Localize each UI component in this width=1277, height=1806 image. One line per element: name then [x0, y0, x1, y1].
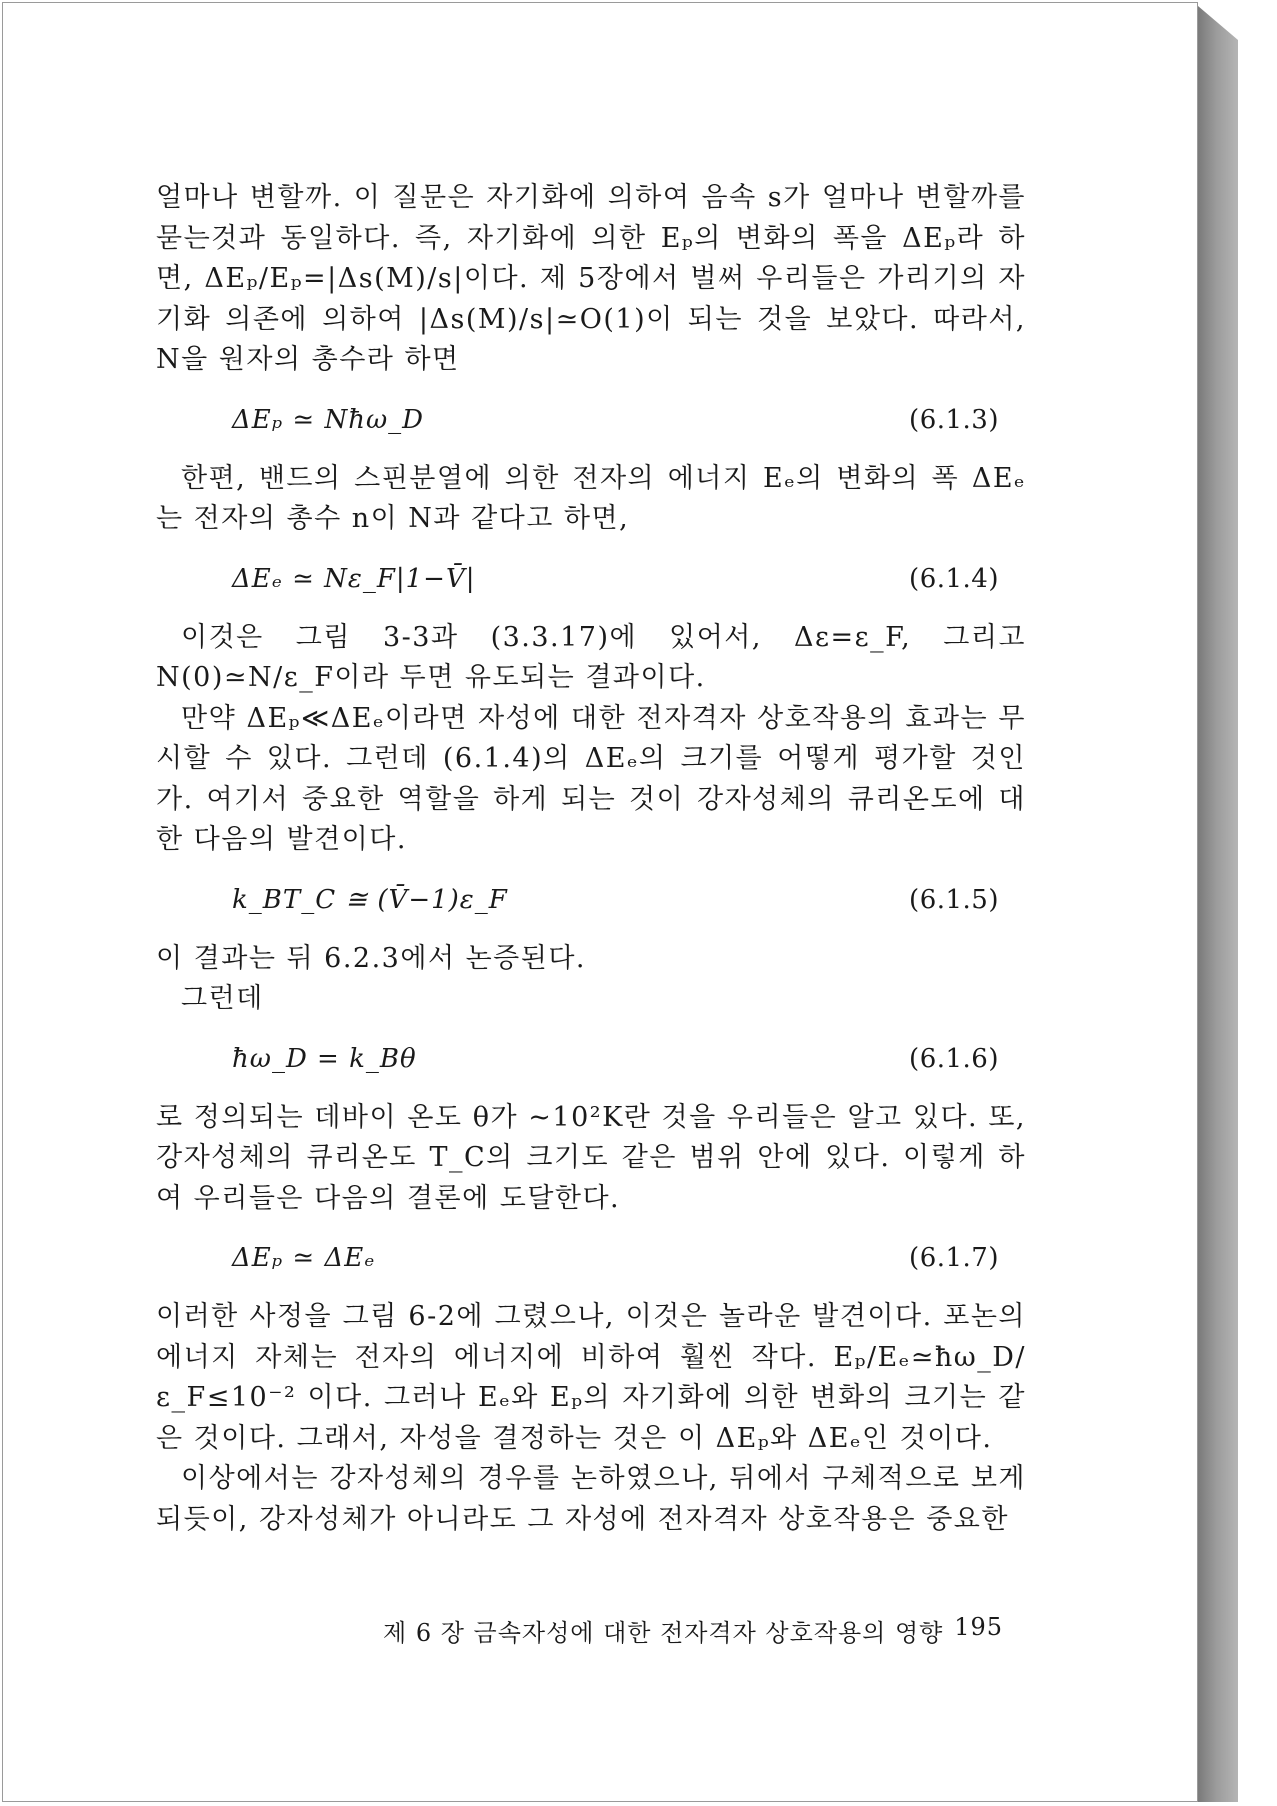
equation-formula: ΔEₚ ≃ ΔEₑ	[232, 1243, 376, 1273]
running-footer	[383, 1613, 1003, 1648]
paragraph: 얼마나 변할까. 이 질문은 자기화에 의하여 음속 s가 얼마나 변할까를 묻는것과 동일하다. 즉, 자기화에 의한 Eₚ의 변화의 폭을 ΔEₚ라 하면, ΔEₚ/Eₚ=|Δs(M)/s|이다. 제 5장에서 벌써 우리들은 가리기의 자기화 의존에 의하여 |Δs(M)/s|≃O(1)이 되는 것을 보았다. 따라서, N을 원자의 총수라 하면	[156, 182, 1026, 375]
equation-number: (6.1.6)	[909, 1043, 999, 1074]
chapter-title: 제 6 장 금속자성에 대한 전자격자 상호작용의 영향	[383, 1619, 944, 1647]
equation-number: (6.1.3)	[909, 404, 999, 435]
page-number: 195	[954, 1613, 1003, 1641]
paragraph: 로 정의되는 데바이 온도 θ가 ~10²K란 것을 우리들은 알고 있다. 또, 강자성체의 큐리온도 T_C의 크기도 같은 범위 안에 있다. 이렇게 하여 우리들은 다음의 결론에 도달한다.	[156, 1101, 1026, 1214]
paragraph: 이것은 그림 3-3과 (3.3.17)에 있어서, Δε=ε_F, 그리고 N(0)≃N/ε_F이라 두면 유도되는 결과이다.	[156, 621, 1026, 693]
paragraph: 만약 ΔEₚ≪ΔEₑ이라면 자성에 대한 전자격자 상호작용의 효과는 무시할 수 있다. 그런데 (6.1.4)의 ΔEₑ의 크기를 어떻게 평가할 것인가. 여기서 중요한 역할을 하게 되는 것이 강자성체의 큐리온도에 대한 다음의 발견이다.	[156, 702, 1026, 855]
page-edge-shadow	[1198, 6, 1238, 1802]
paragraph: 그런데	[181, 983, 264, 1014]
paragraph: 한편, 밴드의 스핀분열에 의한 전자의 에너지 Eₑ의 변화의 폭 ΔEₑ는 전자의 총수 n이 N과 같다고 하면,	[156, 462, 1026, 534]
equation-formula: ΔEₑ ≃ Nε_F|1−V̄|	[232, 563, 476, 594]
equation-6-1-3	[156, 400, 1026, 440]
equation-number: (6.1.5)	[909, 884, 999, 915]
equation-6-1-6	[156, 1039, 1026, 1079]
book-page	[2, 2, 1198, 1802]
equation-number: (6.1.7)	[909, 1243, 999, 1273]
paragraph: 이상에서는 강자성체의 경우를 논하였으나, 뒤에서 구체적으로 보게 되듯이, 강자성체가 아니라도 그 자성에 전자격자 상호작용은 중요한	[156, 1463, 1026, 1535]
equation-6-1-5	[156, 880, 1026, 920]
equation-number: (6.1.4)	[909, 563, 999, 594]
equation-6-1-7	[156, 1238, 1026, 1278]
paragraph: 이 결과는 뒤 6.2.3에서 논증된다.	[156, 942, 587, 974]
equation-6-1-4	[156, 559, 1026, 599]
paragraph: 이러한 사정을 그림 6-2에 그렸으나, 이것은 놀라운 발견이다. 포논의 에너지 자체는 전자의 에너지에 비하여 훨씬 작다. Eₚ/Eₑ≃ħω_D/ε_F≤10⁻² 이다. 그러나 Eₑ와 Eₚ의 자기화에 의한 변화의 크기는 같은 것이다. 그래서, 자성을 결정하는 것은 이 ΔEₚ와 ΔEₑ인 것이다.	[156, 1301, 1026, 1454]
equation-formula: ΔEₚ ≃ Nħω_D	[232, 404, 425, 435]
equation-formula: k_BT_C ≅ (V̄−1)ε_F	[232, 884, 508, 915]
body-text	[156, 178, 1026, 1540]
equation-formula: ħω_D = k_Bθ	[232, 1043, 417, 1074]
